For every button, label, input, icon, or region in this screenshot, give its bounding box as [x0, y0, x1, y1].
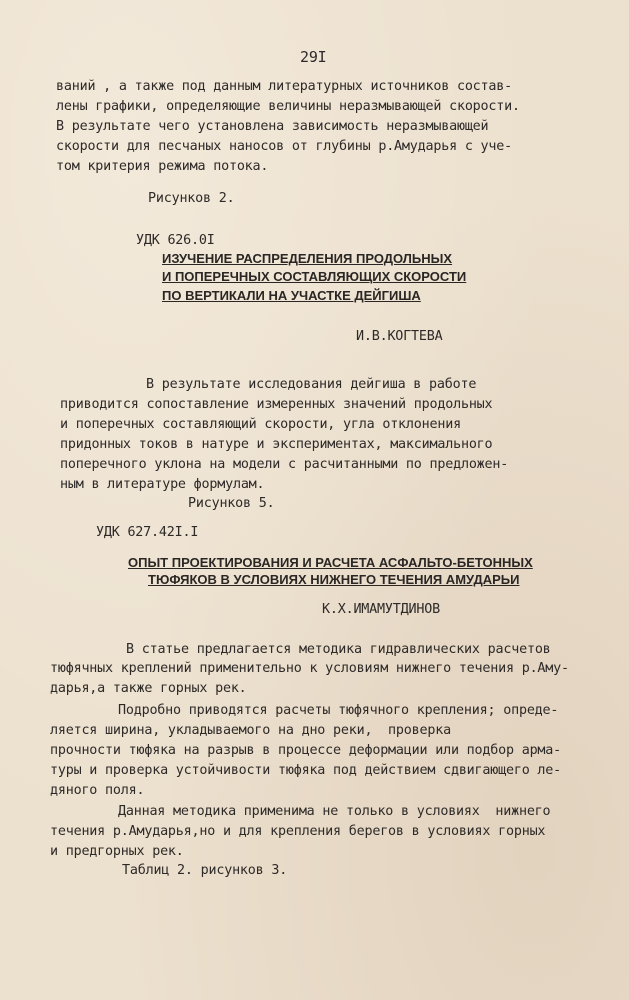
intro-line: скорости для песчаных наносов от глубины р.Амударья с уче- [56, 139, 512, 154]
article2-body-line: дяного поля. [50, 783, 145, 798]
article1-title-line: ИЗУЧЕНИЕ РАСПРЕДЕЛЕНИЯ ПРОДОЛЬНЫХ [162, 251, 453, 266]
intro-line: лены графики, определяющие величины неразмывающей скорости. [56, 99, 520, 114]
article2-body-line: прочности тюфяка на разрыв в процессе деформации или подбор арма- [50, 743, 562, 758]
article2-body-line: Подробно приводятся расчеты тюфячного крепления; опреде- [118, 703, 559, 718]
article2-body-line: туры и проверка устойчивости тюфяка под действием сдвигающего ле- [50, 763, 562, 778]
article1-body-line: приводится сопоставление измеренных значений продольных [60, 397, 493, 412]
article1-body-line: ным в литературе формулам. [60, 477, 265, 492]
article1-udk: УДК 626.0I [136, 233, 215, 248]
article2-body-line: дарья,а также горных рек. [50, 681, 247, 696]
article2-tables-figures-count: Таблиц 2. рисунков 3. [122, 863, 288, 878]
page-number: 29I [300, 48, 327, 66]
article2-title-line: ТЮФЯКОВ В УСЛОВИЯХ НИЖНЕГО ТЕЧЕНИЯ АМУДАРЬИ [148, 572, 520, 587]
article2-body-line: В статье предлагается методика гидравлических расчетов [126, 642, 551, 657]
article1-figures-count: Рисунков 5. [188, 496, 275, 511]
article1-title-line: И ПОПЕРЕЧНЫХ СОСТАВЛЯЮЩИХ СКОРОСТИ [162, 269, 467, 284]
article1-title-line: ПО ВЕРТИКАЛИ НА УЧАСТКЕ ДЕЙГИША [162, 288, 421, 303]
article1-body-line: поперечного уклона на модели с расчитанными по предложен- [60, 457, 509, 472]
article2-author: К.Х.ИМАМУТДИНОВ [322, 602, 440, 617]
intro-figures-count: Рисунков 2. [148, 191, 235, 206]
article1-body-line: В результате исследования дейгиша в работе [146, 377, 477, 392]
article1-author: И.В.КОГТЕВА [356, 329, 443, 344]
article2-title-line: ОПЫТ ПРОЕКТИРОВАНИЯ И РАСЧЕТА АСФАЛЬТО-БЕТОННЫХ [128, 555, 533, 570]
intro-line: том критерия режима потока. [56, 159, 269, 174]
intro-line: В результате чего установлена зависимость неразмывающей [56, 119, 489, 134]
article1-body-line: и поперечных составляющий скорости, угла отклонения [60, 417, 461, 432]
article2-body-line: ляется ширина, укладываемого на дно реки, проверка [50, 723, 451, 738]
article2-body-line: и предгорных рек. [50, 844, 184, 859]
article2-body-line: тюфячных креплений применительно к условиям нижнего течения р.Аму- [50, 661, 569, 676]
article1-body-line: придонных токов в натуре и экспериментах, максимального [60, 437, 493, 452]
article2-udk: УДК 627.42I.I [96, 525, 199, 540]
intro-line: ваний , а также под данным литературных источников состав- [56, 79, 512, 94]
article2-body-line: течения р.Амударья,но и для крепления берегов в условиях горных [50, 824, 546, 839]
article2-body-line: Данная методика применима не только в условиях нижнего [118, 804, 551, 819]
